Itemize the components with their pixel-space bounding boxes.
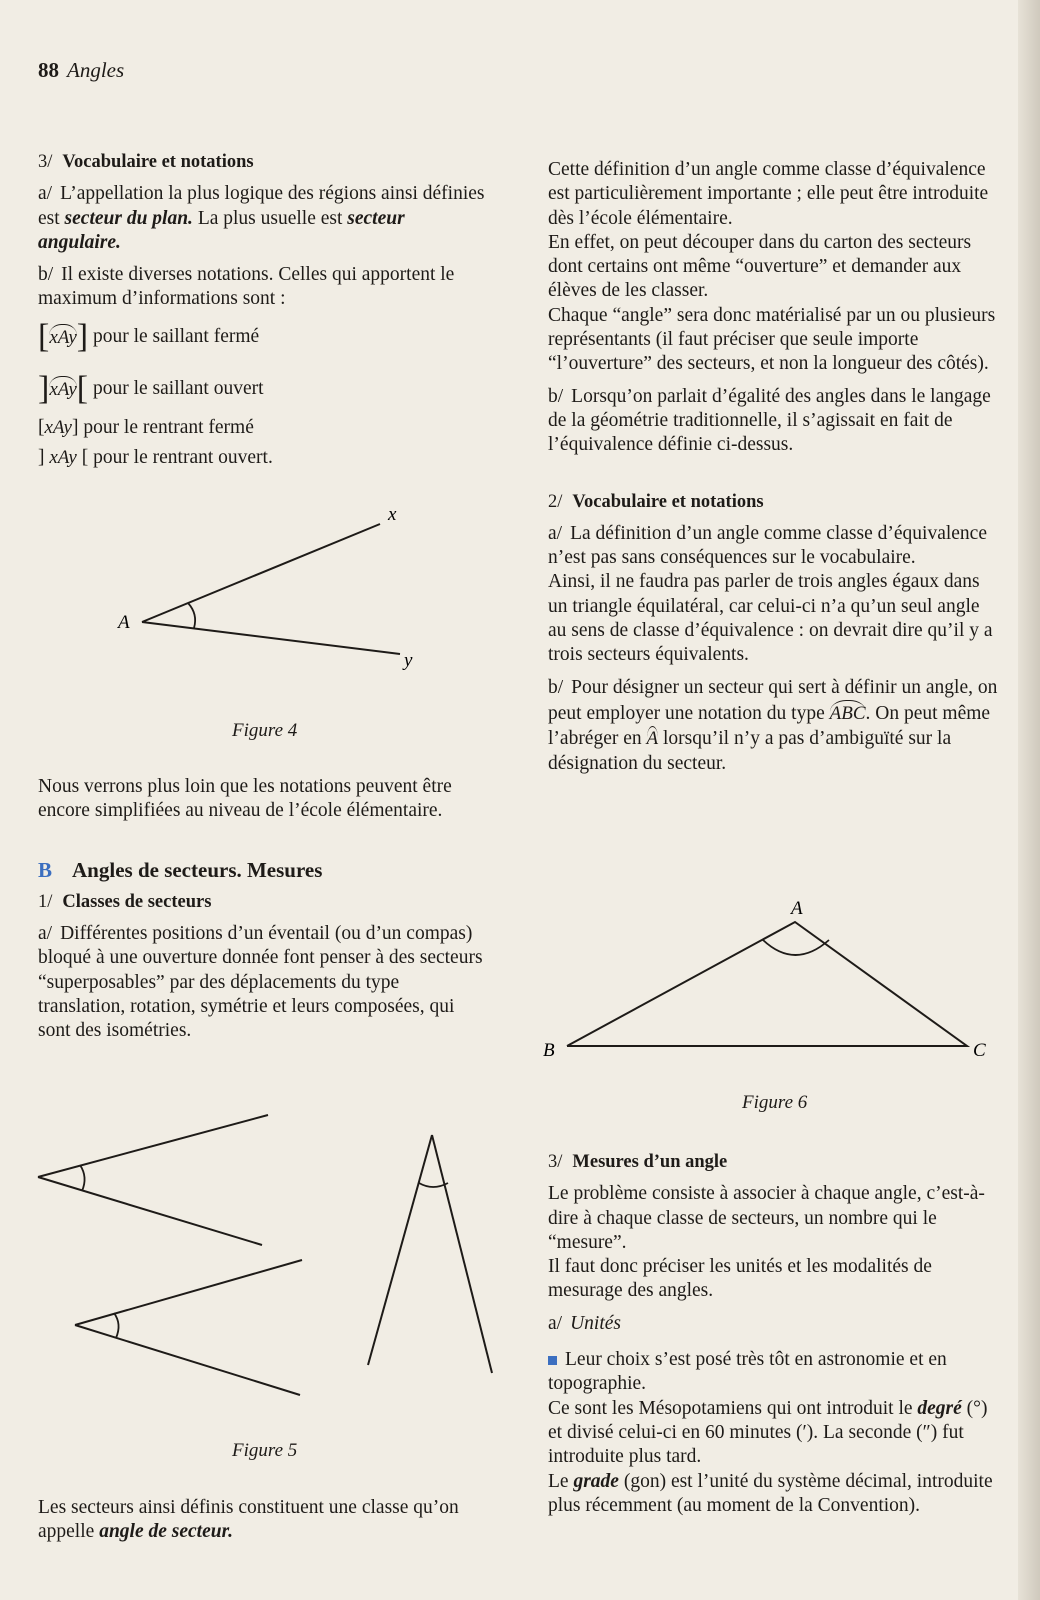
page-header <box>38 58 124 83</box>
notation-row: ] xAy [ pour le rentrant ouvert. <box>38 447 273 469</box>
right-column-top <box>548 158 1000 784</box>
paragraph-r2: En effet, on peut découper dans du carton des secteurs dont certains ont même “ouverture” et demander aux élèves de les classer. <box>548 231 972 302</box>
paragraph-r3: Chaque “angle” sera donc matérialisé par un ou plusieurs représentants (il faut préciser que seule importe “l’ouverture” des secteurs, et non la longueur des côtés). <box>548 304 996 375</box>
figure-6 <box>545 900 1005 1060</box>
paragraph-s3a-1: Leur choix s’est posé très tôt en astronomie et en topographie. <box>548 1349 947 1395</box>
bullet-icon <box>548 1356 557 1365</box>
sector-1-ray <box>38 1177 262 1245</box>
paragraph-a: a/ L’appellation la plus logique des régions ainsi définies est secteur du plan. La plus usuelle est secteur angulaire. <box>38 183 485 253</box>
left-column-bottom <box>38 1496 490 1553</box>
sector-2-ray <box>75 1325 300 1395</box>
figure-5-caption: Figure 5 <box>232 1440 298 1461</box>
paragraph-s3-2: Il faut donc préciser les unités et les modalités de mesurage des angles. <box>548 1256 932 1302</box>
notation-row: [ xAy ] pour le saillant fermé <box>38 317 260 355</box>
subsection-heading: 1/ Classes de secteurs <box>38 891 212 912</box>
angle-arc <box>114 1313 119 1338</box>
paragraph-s3-1: Le problème consiste à associer à chaque angle, c’est-à-dire à chaque classe de secteurs, un nombre qui le “mesure”. <box>548 1183 985 1253</box>
angle-arc <box>80 1165 85 1191</box>
figure-6-caption: Figure 6 <box>742 1092 808 1113</box>
paragraph-b: b/ Il existe diverses notations. Celles qui apportent le maximum d’informations sont : <box>38 264 455 310</box>
triangle-abc <box>567 922 967 1046</box>
sector-1-ray <box>38 1115 268 1177</box>
label-a: A <box>118 612 130 633</box>
subsection-heading: 3/ Mesures d’un angle <box>548 1152 728 1172</box>
notation-row: ] xAy [ pour le saillant ouvert <box>38 369 264 407</box>
paragraph-s3a-heading: a/ Unités <box>548 1312 621 1334</box>
sector-3-ray <box>432 1135 492 1373</box>
paragraph-s2a-2: Ainsi, il ne faudra pas parler de trois angles égaux dans un triangle équilatéral, car celui-ci n’a qu’un seul angle au sens de classe d’équivalence : on devrait dire qu’il y a trois secteurs équivalents. <box>548 571 993 666</box>
figure-5 <box>30 1105 500 1405</box>
angle-arc <box>188 603 195 628</box>
section-b-heading: B Angles de secteurs. Mesures <box>38 857 323 882</box>
angle-arc-a <box>763 940 829 955</box>
paragraph-rb: b/ Lorsqu’on parlait d’égalité des angles dans le langage de la géométrie traditionnelle, il s’agissait en fait de l’équivalence définie ci-dessus. <box>548 385 991 456</box>
paragraph-after-fig4: Nous verrons plus loin que les notations peuvent être encore simplifiées au niveau de l’école élémentaire. <box>38 776 452 822</box>
sector-2-ray <box>75 1260 302 1325</box>
running-title: Angles <box>67 58 125 82</box>
page-edge <box>1018 0 1040 1600</box>
left-column-mid <box>38 775 490 1052</box>
label-y: y <box>404 650 413 671</box>
label-c: C <box>973 1040 986 1061</box>
left-column-top <box>38 150 490 470</box>
subsection-heading: 2/ Vocabulaire et notations <box>548 491 764 512</box>
sector-3-ray <box>368 1135 432 1365</box>
paragraph-s2b: b/ Pour désigner un secteur qui sert à définir un angle, on peut employer une notation du type ABC. On peut même l’abréger en A lorsqu’il n’y a pas d’ambiguïté sur la désignation du secteur. <box>548 676 998 774</box>
section-heading: 3/ Vocabulaire et notations <box>38 152 254 172</box>
paragraph-r1: Cette définition d’un angle comme classe d’équivalence est particulièrement importante ; elle peut être introduite dès l’école élémentaire. <box>548 159 989 229</box>
ray-ax <box>142 524 380 622</box>
ray-ay <box>142 622 400 654</box>
paragraph-s1a: a/ Différentes positions d’un éventail (ou d’un compas) bloqué à une ouverture donnée font penser à des secteurs “superposables” par des déplacements du type translation, rotation, symétrie et leurs composées, qui sont des isométries. <box>38 923 483 1042</box>
right-column-bottom <box>548 1150 1000 1518</box>
label-b: B <box>543 1040 555 1061</box>
paragraph-s2a: a/ La définition d’un angle comme classe d’équivalence n’est pas sans conséquences sur le vocabulaire. <box>548 522 987 569</box>
notation-row: [xAy] pour le rentrant fermé <box>38 416 254 438</box>
figure-4-caption: Figure 4 <box>232 720 298 741</box>
paragraph-s3a-3: Le grade (gon) est l’unité du système décimal, introduite plus récemment (au moment de la Convention). <box>548 1470 993 1516</box>
label-x: x <box>388 504 397 525</box>
page-number: 88 <box>38 58 59 82</box>
figure-4 <box>110 500 440 690</box>
paragraph-after-fig5: Les secteurs ainsi définis constituent une classe qu’on appelle angle de secteur. <box>38 1497 459 1543</box>
label-a: A <box>791 898 803 919</box>
paragraph-s3a-2: Ce sont les Mésopotamiens qui ont introduit le degré (°) et divisé celui-ci en 60 minutes (′). La seconde (″) fut introduite plus tard. <box>548 1397 988 1468</box>
